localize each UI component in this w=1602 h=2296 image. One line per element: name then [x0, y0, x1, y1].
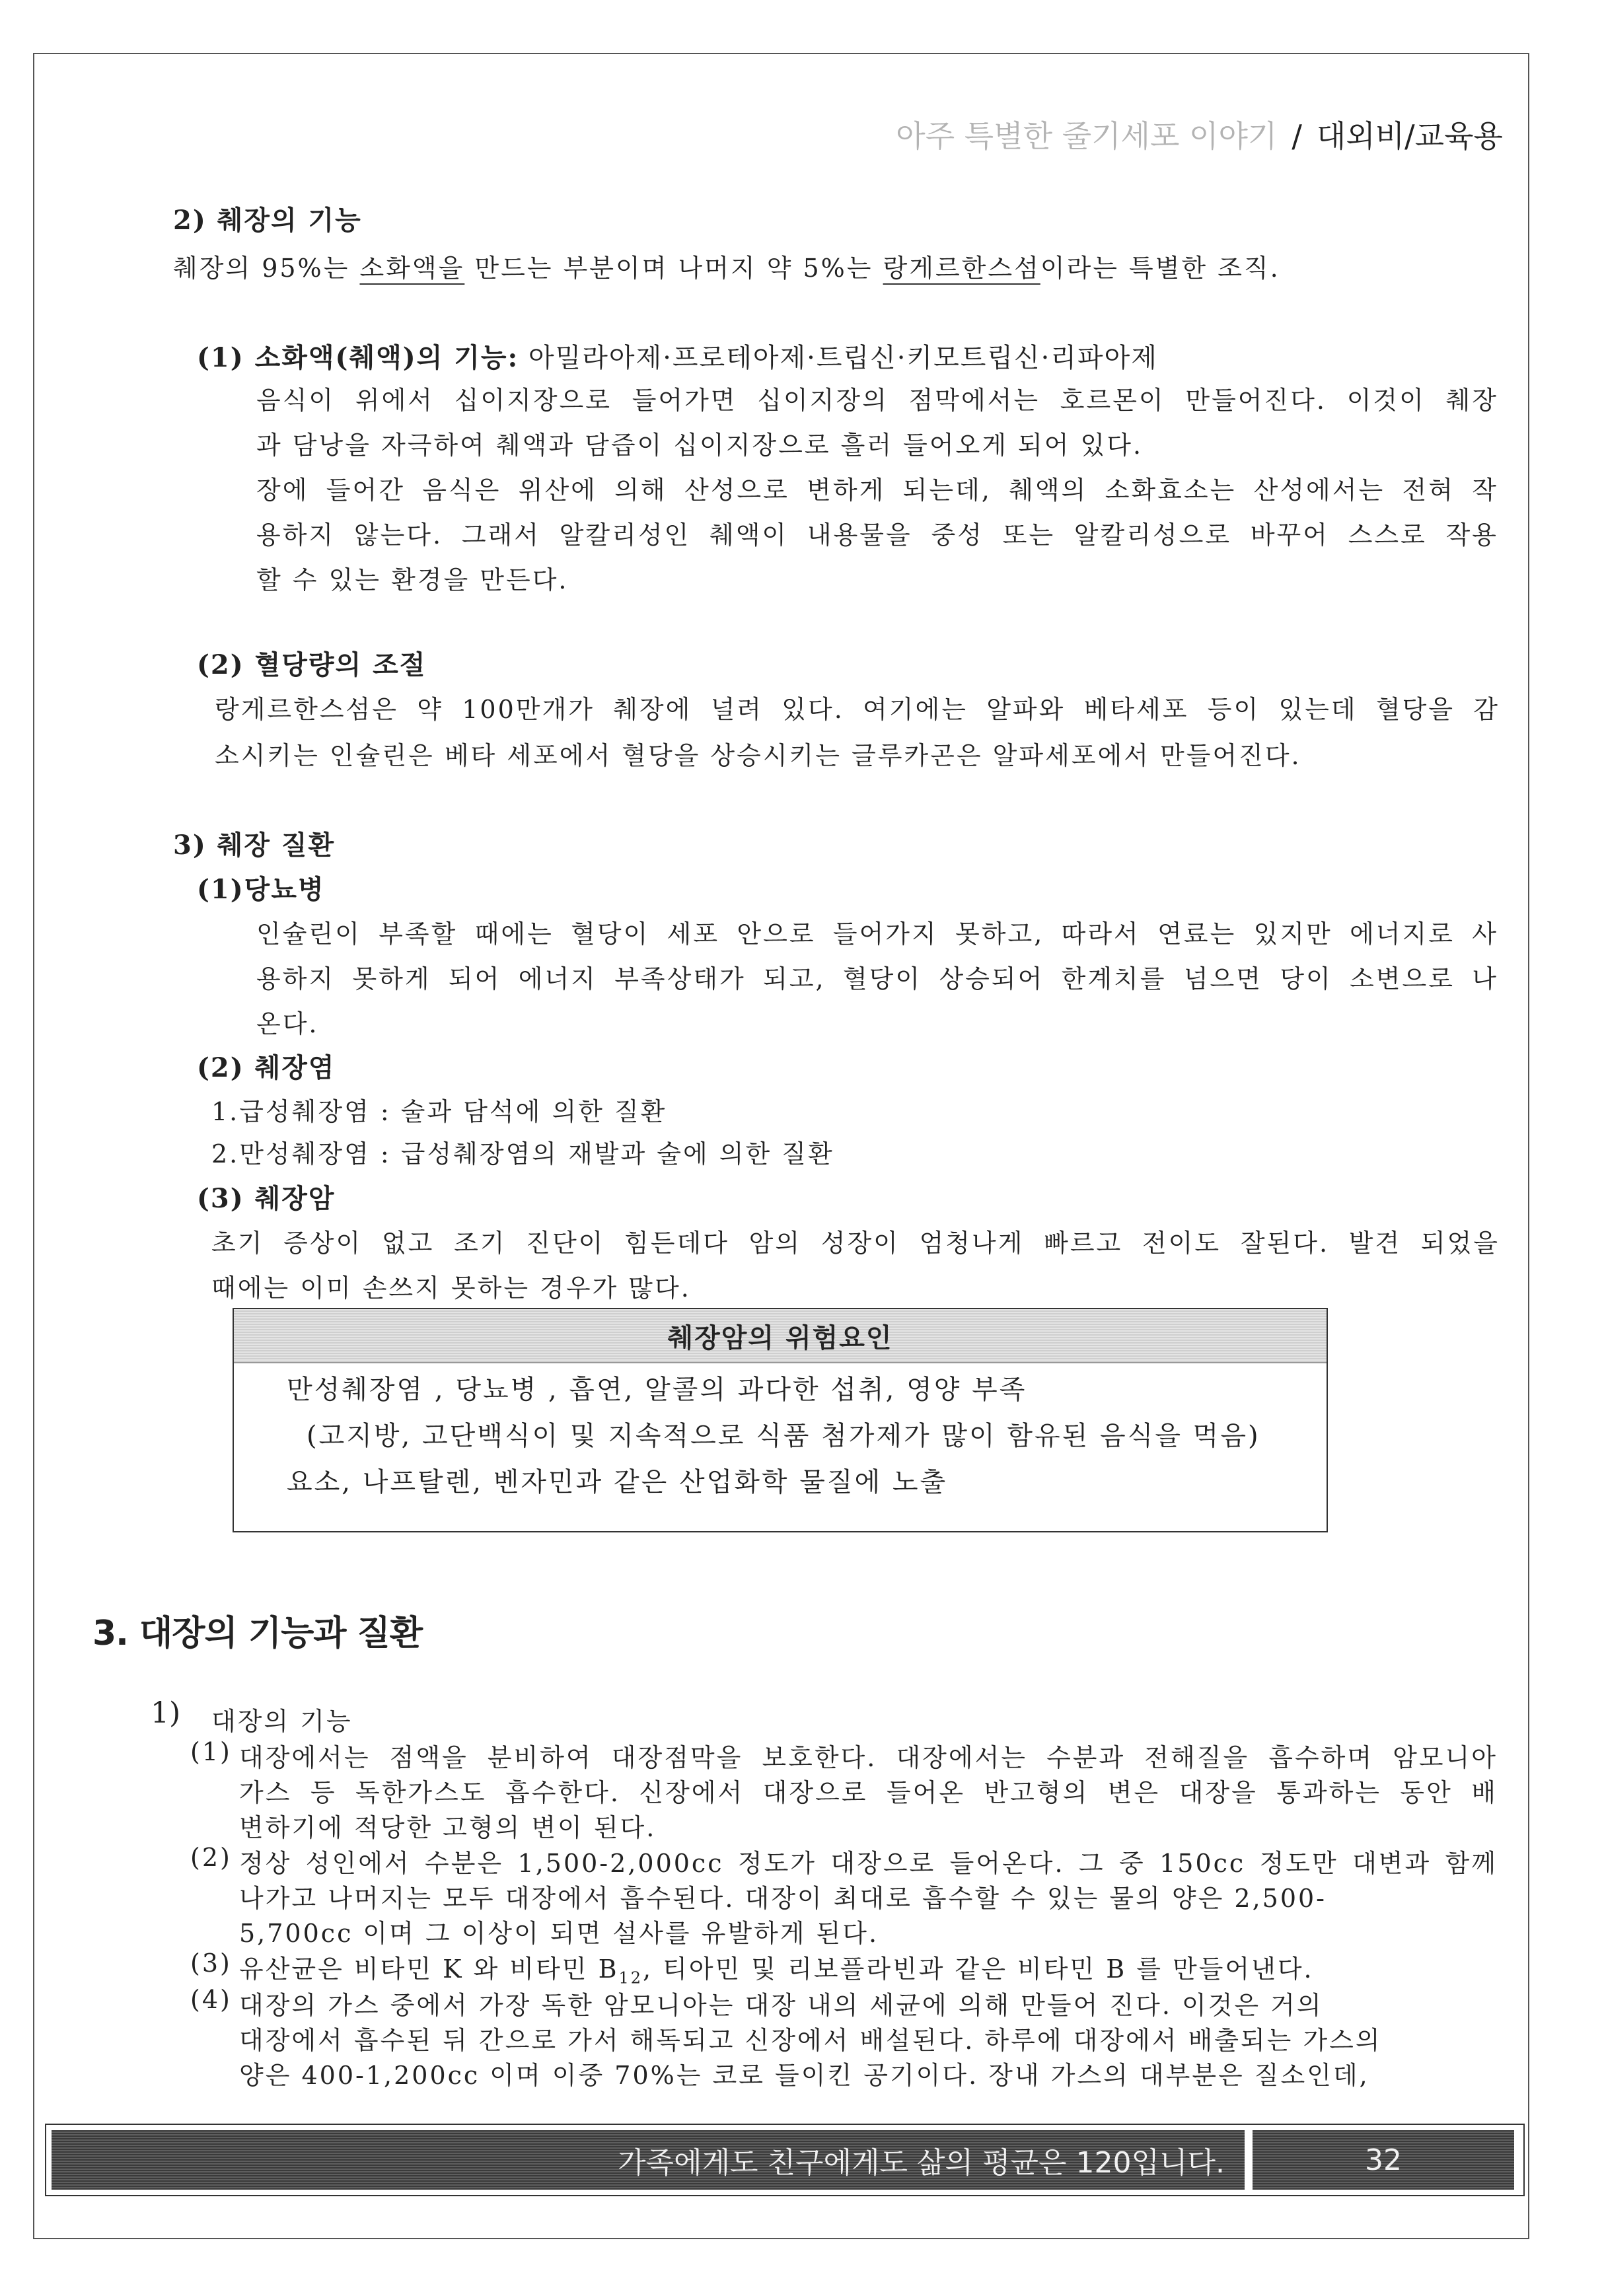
list-item: 2.만성췌장염 : 급성췌장염의 재발과 술에 의한 질환	[211, 1139, 834, 1168]
vitamin-text-b: , 티아민 및 리보플라빈과 같은 비타민 B 를 만들어낸다.	[643, 1955, 1314, 1984]
intro-text-2: 만드는 부분이며 나머지 약 5%는	[464, 254, 883, 283]
risk-factor-line: 만성췌장염 , 당뇨병 , 흡연, 알콜의 과다한 섭취, 영양 부족	[287, 1375, 1027, 1405]
item-number: (2)	[190, 1843, 232, 1872]
item-number: (4)	[190, 1985, 232, 2014]
paragraph-line: 음식이 위에서 십이지장으로 들어가면 십이지장의 점막에서는 호르몬이 만들어진다. 이것이 췌장	[256, 386, 1498, 415]
sub-heading-blood-sugar: (2) 혈당량의 조절	[197, 649, 427, 680]
risk-factors-box	[233, 1308, 1328, 1532]
section-heading-pancreas-disease: 3) 췌장 질환	[173, 830, 336, 861]
footer-slogan: 가족에게도 친구에게도 삶의 평균은 120입니다.	[52, 2130, 1245, 2190]
header-separator: /	[1292, 118, 1302, 154]
section-title-large-intestine: 3. 대장의 기능과 질환	[92, 1614, 423, 1653]
risk-factors-title: 췌장암의 위험요인	[234, 1309, 1327, 1363]
list-item: 1.급성췌장염 : 술과 담석에 의한 질환	[211, 1097, 667, 1126]
paragraph-line: 때에는 이미 손쓰지 못하는 경우가 많다.	[211, 1274, 691, 1303]
paragraph-line: 대장에서 흡수된 뒤 간으로 가서 해독되고 신장에서 배설된다. 하루에 대장에서 배출되는 가스의	[239, 2026, 1382, 2055]
page-number: 32	[1253, 2130, 1514, 2190]
document-title: 아주 특별한 줄기세포 이야기	[896, 118, 1278, 154]
vitamin-text-a: 유산균은 비타민 K 와 비타민 B	[239, 1955, 619, 1984]
intro-text-3: 이라는 특별한 조직.	[1040, 254, 1280, 283]
item-number: (3)	[190, 1949, 232, 1978]
paragraph-line: 5,700cc 이며 그 이상이 되면 설사를 유발하게 된다.	[239, 1919, 879, 1948]
paragraph-line	[239, 1949, 1314, 1988]
page-header	[896, 112, 1503, 156]
paragraph-line: 할 수 있는 환경을 만든다.	[256, 565, 569, 594]
page-footer	[45, 2124, 1525, 2196]
paragraph-line: 대장의 가스 중에서 가장 독한 암모니아는 대장 내의 세균에 의해 만들어 진다. 이것은 거의	[239, 1991, 1323, 2020]
paragraph-line: 가스 등 독한가스도 흡수한다. 신장에서 대장으로 들어온 반고형의 변은 대장을 통과하는 동안 배	[239, 1778, 1498, 1807]
subsection-number: 1)	[151, 1696, 181, 1730]
enzyme-list: 아밀라아제·프로테아제·트립신·키모트립신·리파아제	[519, 343, 1158, 373]
item-number: (1)	[190, 1737, 232, 1766]
vitamin-subscript: 12	[618, 1968, 643, 1988]
paragraph-line: 인슐린이 부족할 때에는 혈당이 세포 안으로 들어가지 못하고, 따라서 연료는 있지만 에너지로 사	[256, 919, 1498, 949]
paragraph-line: 랑게르한스섬은 약 100만개가 췌장에 널려 있다. 여기에는 알파와 베타세포 등이 있는데 혈당을 감	[215, 695, 1500, 724]
paragraph-line: 대장에서는 점액을 분비하여 대장점막을 보호한다. 대장에서는 수분과 전해질을 흡수하며 암모니아	[239, 1743, 1498, 1772]
paragraph-line: 변하기에 적당한 고형의 변이 된다.	[239, 1813, 657, 1842]
sub-heading-pancreatitis: (2) 췌장염	[197, 1052, 336, 1083]
pancreas-intro	[173, 248, 1280, 284]
sub-heading-digestive-juice	[197, 337, 1158, 375]
paragraph-line: 양은 400-1,200cc 이며 이중 70%는 코로 들이킨 공기이다. 장내 가스의 대부분은 질소인데,	[239, 2061, 1369, 2090]
sub-heading-diabetes: (1)당뇨병	[197, 874, 325, 905]
paragraph-line: 장에 들어간 음식은 위산에 의해 산성으로 변하게 되는데, 췌액의 소화효소는 산성에서는 전혀 작	[256, 476, 1498, 505]
paragraph-line: 온다.	[256, 1009, 319, 1038]
paragraph-line: 용하지 않는다. 그래서 알칼리성인 췌액이 내용물을 중성 또는 알칼리성으로 바꾸어 스스로 작용	[256, 520, 1498, 550]
paragraph-line: 초기 증상이 없고 조기 진단이 힘든데다 암의 성장이 엄청나게 빠르고 전이도 잘된다. 발견 되었을	[211, 1229, 1500, 1258]
section-heading-pancreas-function: 2) 췌장의 기능	[173, 205, 362, 236]
paragraph-line: 정상 성인에서 수분은 1,500-2,000cc 정도가 대장으로 들어온다. 그 중 150cc 정도만 대변과 함께	[239, 1849, 1498, 1878]
classification-label: 대외비/교육용	[1316, 118, 1503, 154]
sub-heading-title: (1) 소화액(췌액)의 기능:	[197, 342, 519, 373]
intro-underlined-2: 랑게르한스섬	[883, 254, 1040, 283]
sub-heading-pancreatic-cancer: (3) 췌장암	[197, 1183, 336, 1214]
paragraph-line: 과 담낭을 자극하여 췌액과 담즙이 십이지장으로 흘러 들어오게 되어 있다.	[256, 431, 1144, 460]
risk-factor-line: 요소, 나프탈렌, 벤자민과 같은 산업화학 물질에 노출	[287, 1467, 948, 1497]
intro-underlined-1: 소화액을	[359, 254, 465, 283]
risk-factor-line: (고지방, 고단백식이 및 지속적으로 식품 첨가제가 많이 함유된 음식을 먹음)	[307, 1421, 1260, 1451]
paragraph-line: 소시키는 인슐린은 베타 세포에서 혈당을 상승시키는 글루카곤은 알파세포에서 만들어진다.	[215, 741, 1301, 770]
intro-text-1: 췌장의 95%는	[173, 254, 360, 283]
paragraph-line: 용하지 못하게 되어 에너지 부족상태가 되고, 혈당이 상승되어 한계치를 넘으면 당이 소변으로 나	[256, 964, 1498, 993]
paragraph-line: 나가고 나머지는 모두 대장에서 흡수된다. 대장이 최대로 흡수할 수 있는 물의 양은 2,500-	[239, 1884, 1327, 1913]
subsection-title: 대장의 기능	[211, 1707, 353, 1736]
